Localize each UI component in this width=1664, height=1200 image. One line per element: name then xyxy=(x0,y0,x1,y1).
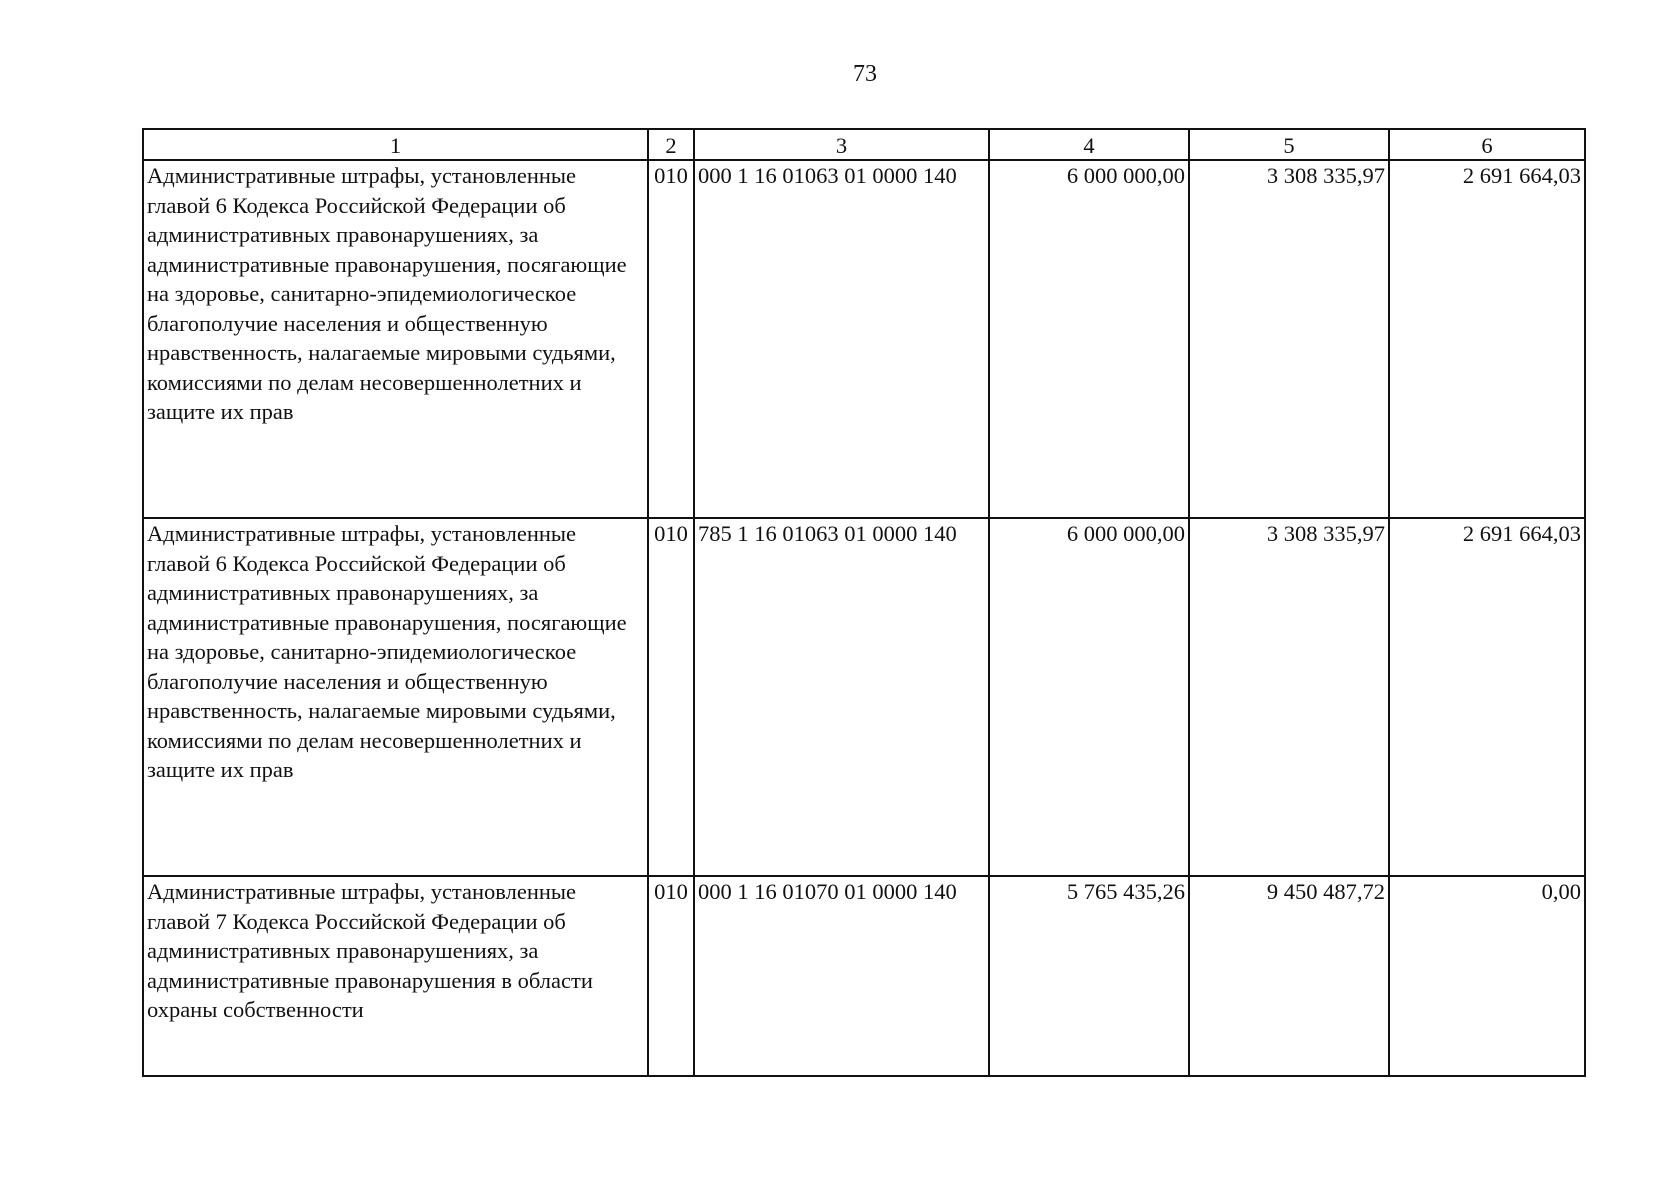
row-value-col6: 2 691 664,03 xyxy=(1389,160,1585,518)
row-line-code: 010 xyxy=(648,876,694,1076)
row-description: Административные штрафы, установленные главой 7 Кодекса Российской Федерации об административных правонарушениях, за административные правонарушения в области охраны собственности xyxy=(143,876,648,1076)
table-row xyxy=(143,160,1585,518)
column-header-6: 6 xyxy=(1389,129,1585,160)
row-value-col5: 3 308 335,97 xyxy=(1189,160,1389,518)
row-value-col5: 9 450 487,72 xyxy=(1189,876,1389,1076)
row-budget-code: 000 1 16 01070 01 0000 140 xyxy=(694,876,989,1076)
table-row xyxy=(143,876,1585,1076)
table-row xyxy=(143,518,1585,876)
row-description: Административные штрафы, установленные главой 6 Кодекса Российской Федерации об административных правонарушениях, за административные правонарушения, посягающие на здоровье, санитарно-эпидемиологическое благополучие населения и общественную нравственность, налагаемые мировыми судьями, комиссиями по делам несовершеннолетних и защите их прав xyxy=(143,518,648,876)
column-header-5: 5 xyxy=(1189,129,1389,160)
column-header-3: 3 xyxy=(694,129,989,160)
row-value-col4: 6 000 000,00 xyxy=(989,160,1189,518)
row-line-code: 010 xyxy=(648,160,694,518)
row-description: Административные штрафы, установленные главой 6 Кодекса Российской Федерации об административных правонарушениях, за административные правонарушения, посягающие на здоровье, санитарно-эпидемиологическое благополучие населения и общественную нравственность, налагаемые мировыми судьями, комиссиями по делам несовершеннолетних и защите их прав xyxy=(143,160,648,518)
column-header-2: 2 xyxy=(648,129,694,160)
column-header-1: 1 xyxy=(143,129,648,160)
row-value-col4: 6 000 000,00 xyxy=(989,518,1189,876)
row-budget-code: 000 1 16 01063 01 0000 140 xyxy=(694,160,989,518)
report-table xyxy=(142,128,1586,1077)
page-number: 73 xyxy=(853,61,877,87)
row-value-col4: 5 765 435,26 xyxy=(989,876,1189,1076)
row-value-col6: 2 691 664,03 xyxy=(1389,518,1585,876)
row-budget-code: 785 1 16 01063 01 0000 140 xyxy=(694,518,989,876)
row-value-col5: 3 308 335,97 xyxy=(1189,518,1389,876)
row-line-code: 010 xyxy=(648,518,694,876)
row-value-col6: 0,00 xyxy=(1389,876,1585,1076)
column-header-4: 4 xyxy=(989,129,1189,160)
table-header-row xyxy=(143,129,1585,160)
